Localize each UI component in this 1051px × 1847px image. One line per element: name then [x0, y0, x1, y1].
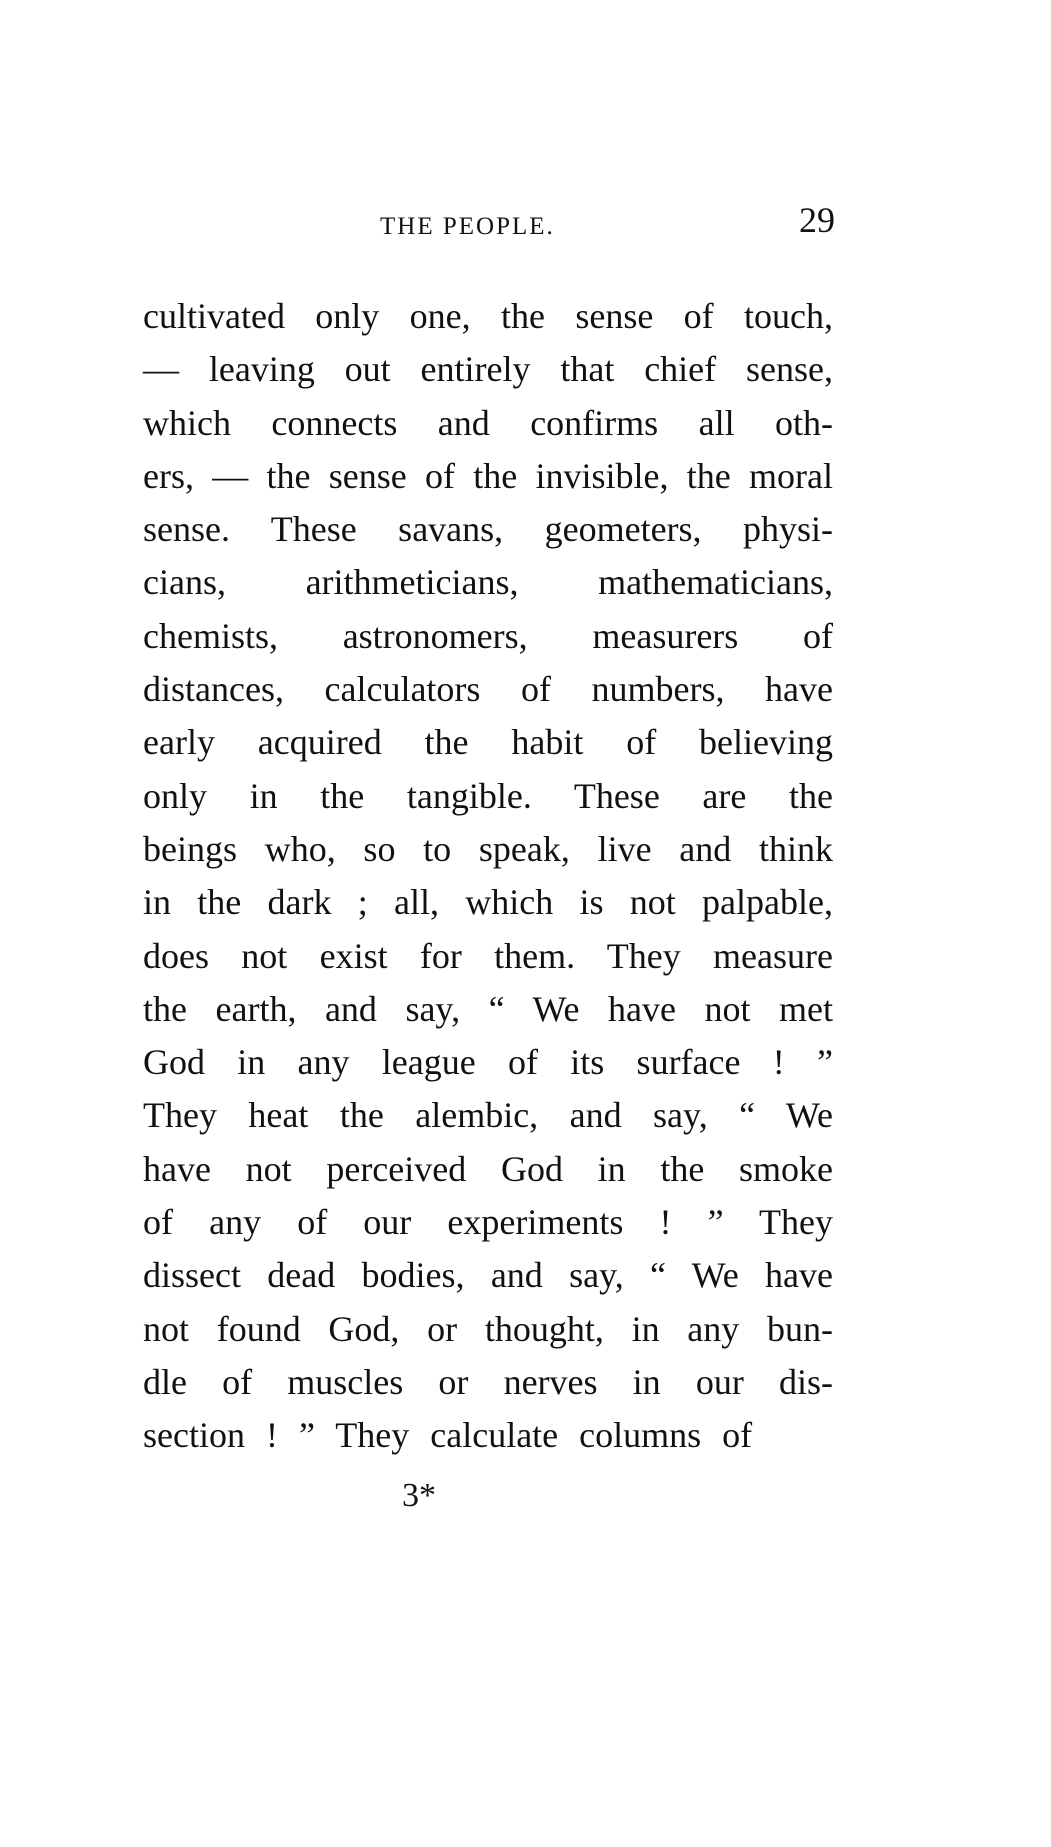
- text-line: dle of muscles or nerves in our dis-: [143, 1361, 833, 1402]
- text-line: the earth, and say, “ We have not met: [143, 988, 833, 1029]
- running-title: THE PEOPLE.: [380, 213, 555, 240]
- text-line: have not perceived God in the smoke: [143, 1148, 833, 1189]
- page-number: 29: [799, 200, 835, 240]
- text-line: in the dark ; all, which is not palpable,: [143, 882, 833, 923]
- text-line: cians, arithmeticians, mathematicians,: [143, 562, 833, 603]
- text-line: only in the tangible. These are the: [143, 775, 833, 816]
- text-line: which connects and confirms all oth-: [143, 402, 833, 443]
- signature-mark: 3*: [402, 1477, 436, 1514]
- running-head: [140, 200, 835, 250]
- text-line: God in any league of its surface ! ”: [143, 1042, 833, 1083]
- text-line: not found God, or thought, in any bun-: [143, 1308, 833, 1349]
- text-line: early acquired the habit of believing: [143, 722, 833, 763]
- text-line: cultivated only one, the sense of touch,: [143, 296, 833, 336]
- text-line: ers, — the sense of the invisible, the moral: [143, 455, 833, 496]
- text-line: — leaving out entirely that chief sense,: [143, 349, 833, 390]
- text-line: beings who, so to speak, live and think: [143, 828, 833, 869]
- text-line: distances, calculators of numbers, have: [143, 669, 833, 710]
- text-line: They heat the alembic, and say, “ We: [143, 1095, 833, 1136]
- text-line: chemists, astronomers, measurers of: [143, 615, 833, 656]
- text-line: of any of our experiments ! ” They: [143, 1202, 833, 1243]
- text-line: does not exist for them. They measure: [143, 935, 833, 976]
- text-line: sense. These savans, geometers, physi-: [143, 509, 833, 550]
- body-text: [143, 290, 833, 1463]
- text-line: section ! ” They calculate columns of: [143, 1415, 753, 1456]
- text-line: dissect dead bodies, and say, “ We have: [143, 1255, 833, 1296]
